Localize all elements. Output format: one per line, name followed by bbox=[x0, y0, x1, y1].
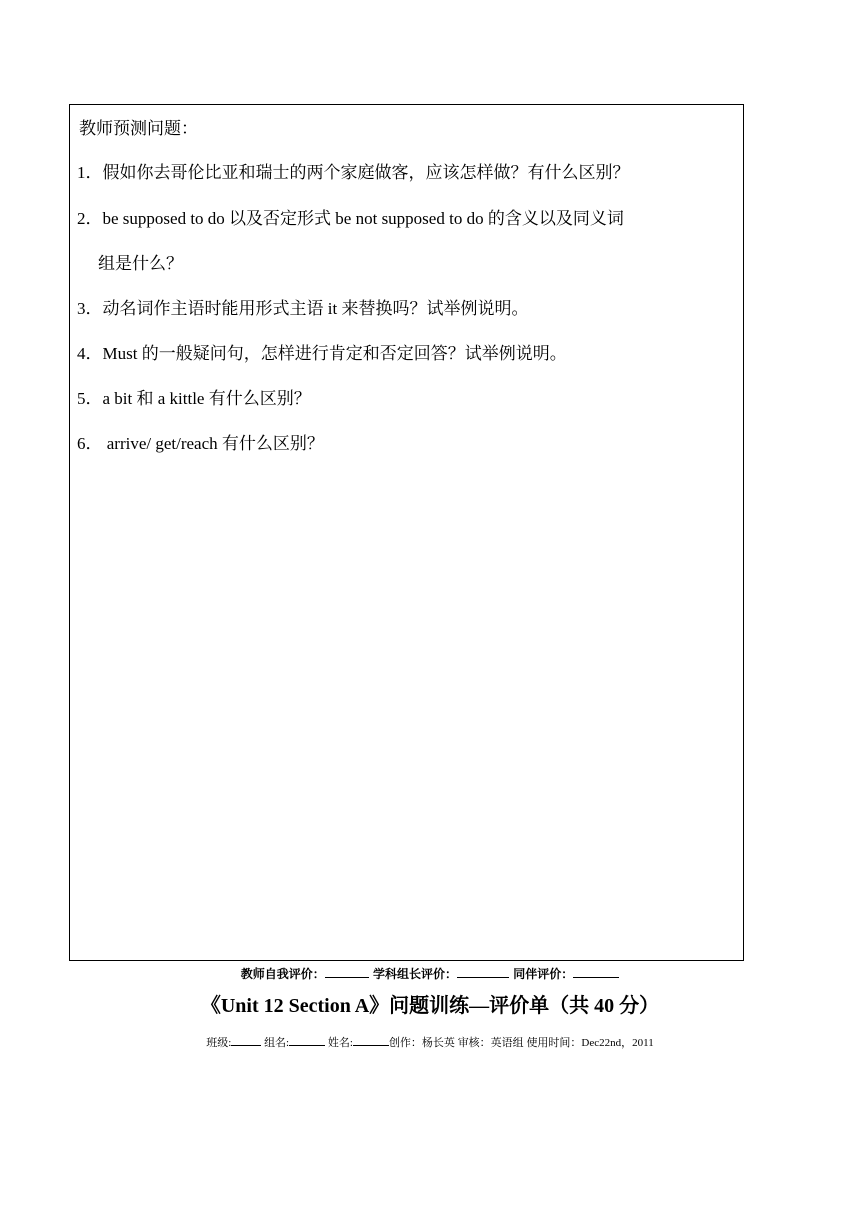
question-6: 6． arrive/ get/reach 有什么区别？ bbox=[77, 434, 324, 453]
group-label: 组名: bbox=[264, 1037, 290, 1049]
author: 创作：杨长英 bbox=[388, 1037, 455, 1049]
class-label: 班级: bbox=[206, 1037, 232, 1049]
peer-eval-label: 同伴评价： bbox=[513, 967, 574, 981]
meta-line bbox=[0, 1034, 860, 1052]
group-leader-eval-blank[interactable] bbox=[457, 964, 509, 978]
sheet-title: 《Unit 12 Section A》问题训练—评价单（共 40 分） bbox=[200, 995, 660, 1017]
evaluation-line bbox=[0, 964, 860, 984]
question-5: 5．a bit 和 a kittle 有什么区别？ bbox=[77, 389, 311, 408]
name-blank[interactable] bbox=[353, 1035, 389, 1046]
question-2-continuation: 组是什么？ bbox=[98, 254, 183, 273]
group-leader-eval-label: 学科组长评价： bbox=[372, 967, 457, 981]
question-4: 4．Must 的一般疑问句，怎样进行肯定和否定回答？试举例说明。 bbox=[77, 344, 567, 363]
question-1: 1．假如你去哥伦比亚和瑞士的两个家庭做客，应该怎样做？有什么区别？ bbox=[77, 163, 630, 182]
teacher-self-eval-label: 教师自我评价： bbox=[240, 967, 325, 981]
questions-heading: 教师预测问题： bbox=[79, 119, 198, 138]
question-2: 2．be supposed to do 以及否定形式 be not supposed to do 的含义以及同义词 bbox=[77, 209, 624, 228]
question-3: 3．动名词作主语时能用形式主语 it 来替换吗？试举例说明。 bbox=[77, 299, 529, 318]
usage-time: 使用时间：Dec22nd，2011 bbox=[526, 1037, 654, 1049]
peer-eval-blank[interactable] bbox=[573, 964, 619, 978]
name-label: 姓名: bbox=[327, 1037, 353, 1049]
questions-box bbox=[69, 104, 744, 961]
reviewer: 审核：英语组 bbox=[457, 1037, 524, 1049]
teacher-self-eval-blank[interactable] bbox=[325, 964, 369, 978]
group-blank[interactable] bbox=[289, 1035, 325, 1046]
class-blank[interactable] bbox=[231, 1035, 261, 1046]
